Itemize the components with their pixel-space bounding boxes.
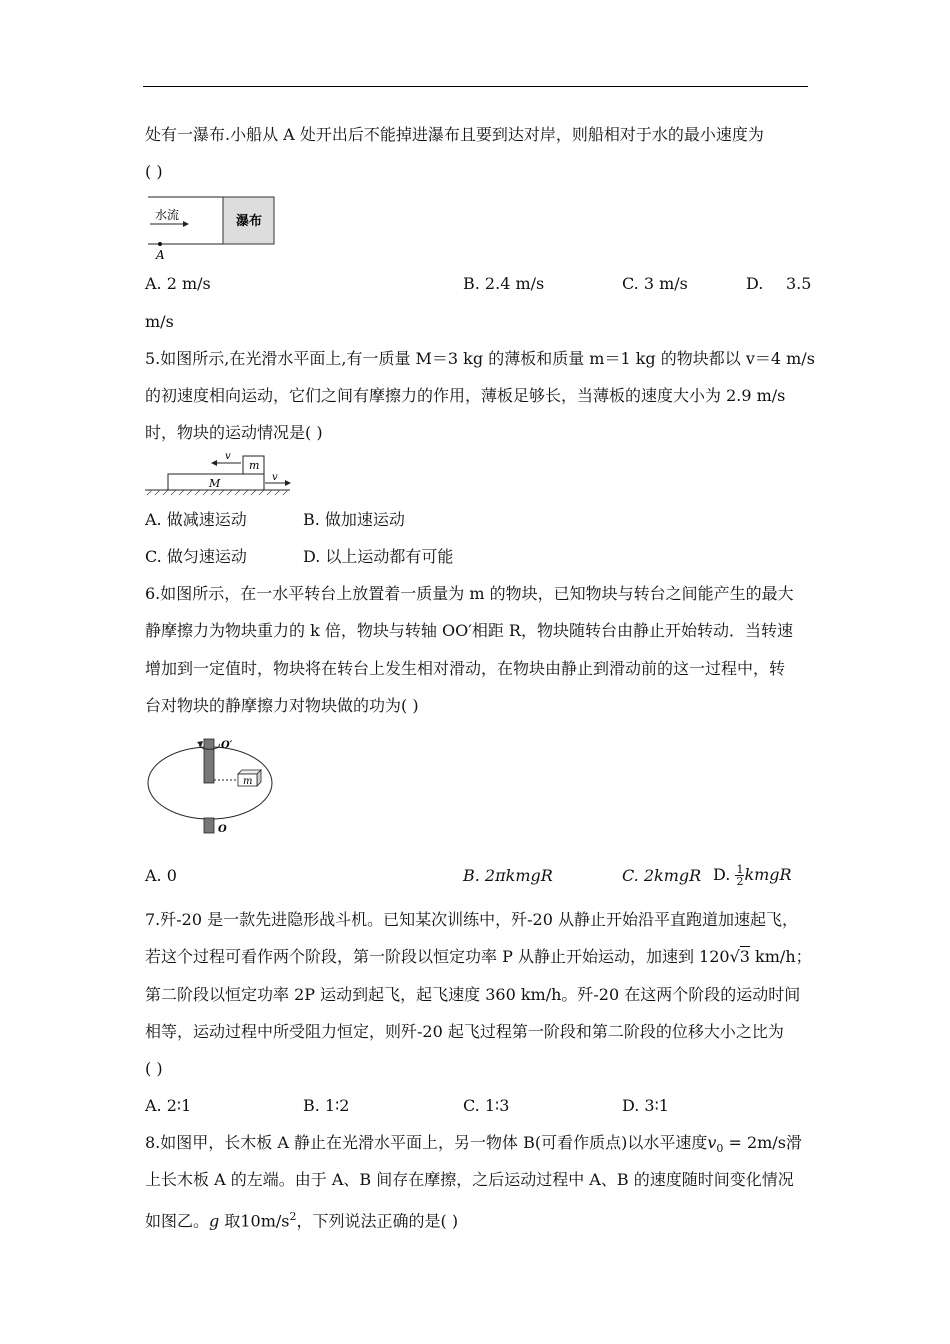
q4-point-a-label: A bbox=[156, 248, 165, 262]
q6-line-1: 6.如图所示，在一水平转台上放置着一质量为 m 的物块，已知物块与转台之间能产生的最大 bbox=[145, 584, 794, 603]
q7-option-b: B. 1∶2 bbox=[303, 1096, 350, 1115]
q8-velocity-value: = 2m/s bbox=[723, 1133, 786, 1152]
q4-answer-paren: ( ) bbox=[145, 162, 163, 181]
q5-option-b: B. 做加速运动 bbox=[303, 510, 405, 529]
q4-option-a: A. 2 m/s bbox=[145, 274, 211, 293]
q6-option-c: C. 2kmgR bbox=[622, 866, 702, 885]
q8-velocity-symbol: v bbox=[707, 1133, 717, 1152]
q7-line-1: 7.歼-20 是一款先进隐形战斗机。已知某次训练中，歼-20 从静止开始沿平直跑道加速起飞， bbox=[145, 910, 798, 929]
q5-board-arrowhead bbox=[285, 480, 291, 486]
q4-option-d-value: 3.5 bbox=[786, 274, 812, 293]
q6-axis-upper bbox=[204, 739, 214, 783]
q8-gravity-exponent: 2 bbox=[289, 1210, 297, 1223]
q6-axis-lower bbox=[204, 818, 214, 833]
q6-line-2: 静摩擦力为物块重力的 k 倍，物块与转轴 OO′相距 R，物块随转台由静止开始转动．当转速 bbox=[145, 621, 793, 640]
q7-line-4: 相等，运动过程中所受阻力恒定，则歼-20 起飞过程第一阶段和第二阶段的位移大小之比为 bbox=[145, 1022, 784, 1041]
q5-block-velocity-label: v bbox=[225, 451, 231, 462]
q8-line-3 bbox=[145, 1206, 458, 1232]
q8-line-3-end: ，下列说法正确的是( ) bbox=[296, 1211, 459, 1231]
q6-option-b: B. 2πkmgR bbox=[463, 866, 553, 885]
q5-ground-hatch bbox=[147, 490, 288, 495]
q5-line-1: 5.如图所示,在光滑水平面上,有一质量 M＝3 kg 的薄板和质量 m＝1 kg 的物块都以 v＝4 m/s bbox=[145, 349, 815, 368]
q6-axis-top-label: O′ bbox=[221, 740, 233, 751]
q7-line-2 bbox=[145, 946, 812, 968]
q6-axis-bottom-label: O bbox=[218, 824, 227, 835]
q6-fraction-denominator: 2 bbox=[736, 875, 744, 888]
q8-gravity-value: 10m/s bbox=[240, 1211, 290, 1231]
q5-block-arrowhead bbox=[211, 460, 217, 466]
q6-option-d bbox=[713, 859, 792, 891]
q4-flow-label: 水流 bbox=[155, 208, 180, 222]
q8-line-1-end: 滑 bbox=[785, 1133, 802, 1152]
q6-option-a: A. 0 bbox=[145, 866, 177, 885]
q4-point-a bbox=[158, 242, 162, 246]
q8-line-1-text: 8.如图甲，长木板 A 静止在光滑水平面上，另一物体 B(可看作质点)以水平速度 bbox=[145, 1133, 708, 1152]
q7-option-a: A. 2∶1 bbox=[145, 1096, 192, 1115]
q7-answer-paren: ( ) bbox=[145, 1059, 163, 1078]
q6-line-4: 台对物块的静摩擦力对物块做的功为( ) bbox=[145, 696, 419, 715]
q4-option-b: B. 2.4 m/s bbox=[463, 274, 545, 293]
q8-line-3-take: 取 bbox=[219, 1211, 241, 1231]
header-rule bbox=[143, 86, 808, 87]
q5-block-label: m bbox=[249, 459, 260, 472]
q8-line-1 bbox=[145, 1132, 802, 1160]
q5-option-c: C. 做匀速运动 bbox=[145, 547, 247, 566]
q7-radicand: 3 bbox=[739, 947, 750, 966]
q4-waterfall-label: 瀑布 bbox=[236, 214, 263, 229]
q7-line-2-unit: km/h； bbox=[749, 947, 812, 966]
q5-line-2: 的初速度相向运动，它们之间有摩擦力的作用，薄板足够长，当薄板的速度大小为 2.9 m/s bbox=[145, 386, 786, 405]
q5-option-d: D. 以上运动都有可能 bbox=[303, 547, 454, 566]
q7-option-d: D. 3∶1 bbox=[622, 1096, 669, 1115]
q5-board-label: M bbox=[209, 477, 221, 490]
q6-block-label: m bbox=[243, 776, 253, 787]
sqrt-icon: √ bbox=[729, 947, 740, 966]
q5-line-3: 时，物块的运动情况是( ) bbox=[145, 423, 323, 442]
q5-board-velocity-label: v bbox=[272, 472, 278, 483]
q4-line-1: 处有一瀑布.小船从 A 处开出后不能掉进瀑布且要到达对岸，则船相对于水的最小速度为 bbox=[145, 125, 764, 144]
q7-option-c: C. 1∶3 bbox=[463, 1096, 510, 1115]
q8-line-3-text: 如图乙。 bbox=[145, 1211, 210, 1231]
q5-option-a: A. 做减速运动 bbox=[145, 510, 247, 529]
q5-figure bbox=[145, 449, 295, 499]
q8-line-2: 上长木板 A 的左端。由于 A、B 间存在摩擦，之后运动过程中 A、B 的速度随时间变化情况 bbox=[145, 1170, 794, 1189]
q4-option-d-letter: D. bbox=[746, 274, 764, 293]
q4-option-d-unit: m/s bbox=[145, 312, 174, 331]
q6-line-3: 增加到一定值时，物块将在转台上发生相对滑动，在物块由静止到滑动前的这一过程中，转 bbox=[145, 659, 786, 678]
q6-fraction-numerator: 1 bbox=[736, 863, 744, 876]
q4-option-c: C. 3 m/s bbox=[622, 274, 688, 293]
q4-figure bbox=[145, 194, 280, 264]
q6-option-d-letter: D. bbox=[713, 865, 731, 884]
q4-flow-arrowhead bbox=[183, 221, 189, 227]
q6-figure bbox=[145, 736, 305, 838]
q8-gravity-symbol: g bbox=[209, 1211, 220, 1231]
q7-line-2-text: 若这个过程可看作两个阶段，第一阶段以恒定功率 P 从静止开始运动，加速到 120 bbox=[145, 947, 730, 966]
q8-velocity-subscript: 0 bbox=[716, 1142, 724, 1156]
q7-line-3: 第二阶段以恒定功率 2P 运动到起飞，起飞速度 360 km/h。歼-20 在这两个阶段的运动时间 bbox=[145, 985, 801, 1004]
q6-option-d-rest: kmgR bbox=[744, 865, 792, 884]
